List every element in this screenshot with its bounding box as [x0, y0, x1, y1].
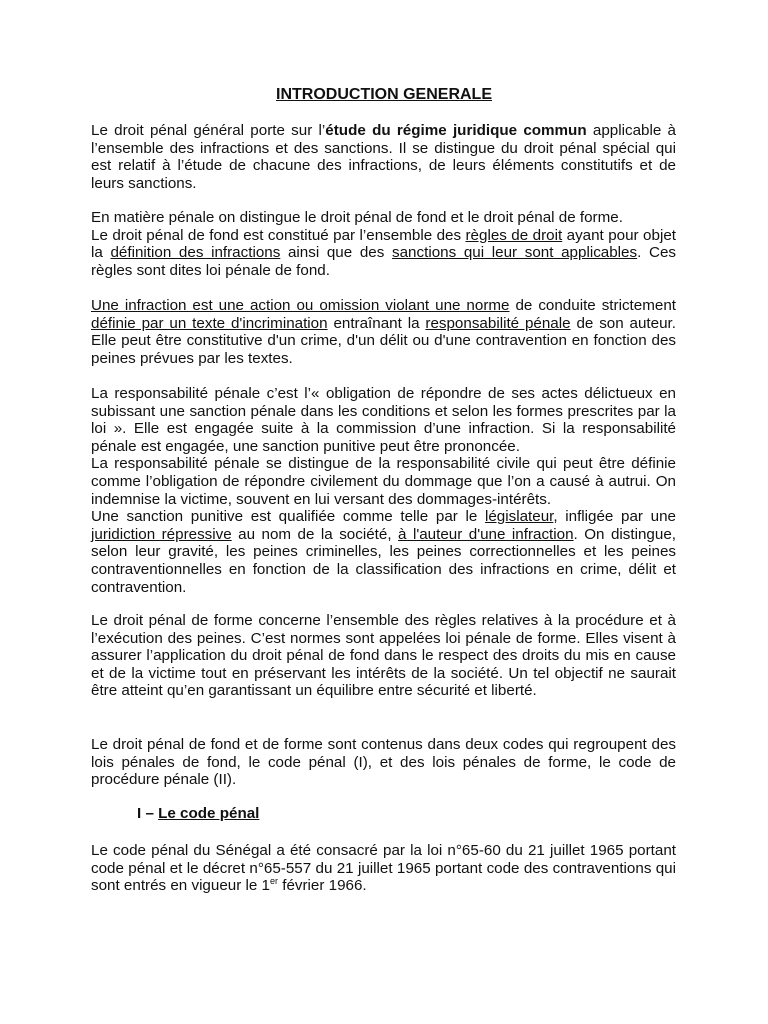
paragraph-offense-definition: [91, 297, 676, 367]
paragraph-codes: Le droit pénal de fond et de forme sont contenus dans deux codes qui regroupent des lois pénales de fond, le code pénal (I), et des lois pénales de forme, le code de procédure pénale (II).: [91, 736, 676, 789]
paragraph-criminal-responsibility: [91, 385, 676, 596]
underlined-text: à l'auteur d'une infraction: [398, 525, 574, 543]
underlined-text: responsabilité pénale: [425, 314, 571, 332]
underlined-text: Une infraction est une action ou omission violant une norme: [91, 297, 510, 314]
section-title: Le code pénal: [158, 805, 260, 822]
text-run: Le droit pénal général porte sur l’: [91, 122, 326, 139]
text-run: La responsabilité pénale se distingue de la responsabilité civile qui peut être définie comme l’obligation de répondre civilement du dommage que l’on a causé à autrui. On indemnise la victime, souvent en lui versant des dommages-intérêts.: [91, 455, 676, 508]
text-run: de son auteur. Elle peut être constitutive d'un crime, d'un délit ou d'une contravention en fonction des peines prévues par les textes.: [91, 314, 676, 367]
underlined-text: législateur: [484, 508, 554, 526]
text-run: de conduite strictement: [509, 297, 676, 314]
paragraph-procedural-law: Le droit pénal de forme concerne l’ensemble des règles relatives à la procédure et à l’exécution des peines. C’est normes sont appelées loi pénale de forme. Elles visent à assurer l’application du droit pénal de fond dans le respect des droits du mis en cause et de la victime tout en préservant les intérêts de la société. Un tel objectif ne saurait être atteint qu’en garantissant un équilibre entre sécurité et liberté.: [91, 612, 676, 700]
text-run: , infligée par une: [553, 508, 676, 526]
section-number: I –: [137, 805, 159, 822]
text-run: ainsi que des: [280, 244, 393, 262]
text-run: Une sanction punitive est qualifiée comme telle par le: [91, 508, 485, 526]
underlined-text: règles de droit: [465, 226, 563, 244]
text-run: . Ces règles sont dites loi pénale de fond.: [91, 244, 676, 279]
section-heading: [137, 805, 259, 823]
underlined-text: définition des infractions: [110, 244, 281, 262]
paragraph-general-criminal-law: [91, 122, 676, 192]
text-run: En matière pénale on distingue le droit pénal de fond et le droit pénal de forme.: [91, 209, 623, 226]
text-run: La responsabilité pénale c’est l’« obligation de répondre de ses actes délictueux en subissant une sanction pénale dans les conditions et selon les formes prescrites par la loi ». Elle est engagée suite à la commission d’une infraction. Si la responsabilité pénale est engagée, une sanction punitive peut être prononcée.: [91, 385, 676, 455]
text-run: au nom de la société,: [231, 525, 399, 543]
text-run: février 1966.: [278, 877, 367, 895]
paragraph-substantive-law: [91, 209, 676, 279]
underlined-text: définie par un texte d'incrimination: [91, 314, 328, 332]
text-run: ayant pour objet la: [91, 226, 676, 262]
text-run: applicable à l’ensemble des infractions et des sanctions. Il se distingue du droit pénal spécial qui est relatif à l’étude de chacune des infractions, de leurs éléments constitutifs et de leurs sanctions.: [91, 122, 676, 192]
superscript: er: [270, 876, 279, 887]
paragraph-penal-code: [91, 842, 676, 895]
text-run: Le code pénal du Sénégal a été consacré par la loi n°65-60 du 21 juillet 1965 portant code pénal et le décret n°65-557 du 21 juillet 1965 portant code des contraventions qui sont entrés en vigueur le 1: [91, 842, 676, 895]
underlined-text: juridiction répressive: [91, 525, 232, 543]
text-run: Le droit pénal de fond est constitué par l’ensemble des: [91, 226, 466, 244]
underlined-text: sanctions qui leur sont applicables: [392, 244, 638, 262]
page-title: INTRODUCTION GENERALE: [276, 86, 492, 103]
text-run: entraînant la: [327, 314, 426, 332]
bold-text: étude du régime juridique commun: [325, 122, 587, 139]
text-run: . On distingue, selon leur gravité, les peines criminelles, les peines correctionnelles et les peines contraventionnelles en fonction de la classification des infractions en crime, délit et contravention.: [91, 525, 676, 596]
